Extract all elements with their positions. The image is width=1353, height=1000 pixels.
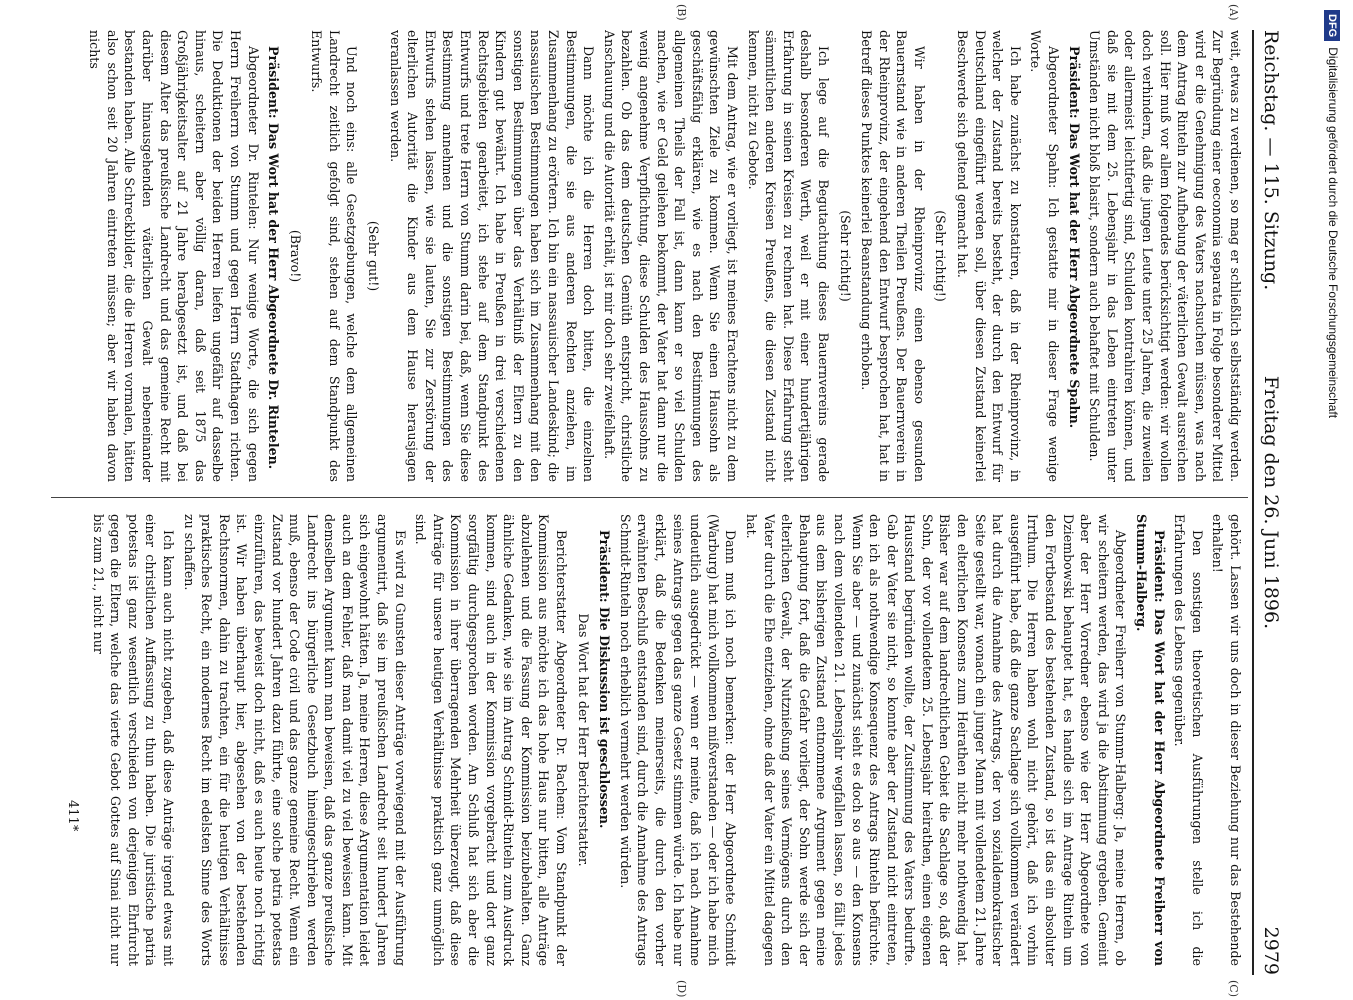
paragraph: Den sonstigen theoretischen Ausführungen stelle ich die Erfahrungen des Lebens gegenüber. [1172,514,1205,966]
paragraph: Abgeordneter Freiherr von Stumm-Halberg: Ja, meine Herren, ob wir scheitern werden, das wird ja die Abstimmung ergeben. Gemeint aber der Herr Vorredner ebenso wie der Herr Abgeordnete von Dziembowski behauptet hat, es handle sich im Antrage Rinteln um den Fortbestand des bestehenden Zustand, so ist das ein absoluter Irrthum. Die Herren haben wohl nicht gehört, daß ich vorhin ausgeführt habe, daß die ganze Sachlage sich vollkommen verändert hat durch die Annahme des Antrags, der von sozialdemokratischer Seite gestellt war, wonach ein junger Mann mit vollendetem 21. Jahre den elterlichen Konsens zum Heirathen nicht mehr nothwendig hat. Bisher war auf dem landrechtlichen Gebiet die Sachlage so, daß der Sohn, der vor vollendetem 25. Lebensjahr heirathen, einen eigenen Hausstand begründen wollte, der Zustimmung des Vaters bedurfte. Gab der Vater sie nicht, so konnte aber der Zustand nicht eintreten, den ich als nothwendige Konsequenz des Antrags Rinteln befürchte. Wenn Sie aber — und zunächst sieht es doch so aus — den Konsens nach dem vollendeten 21. Lebensjahr wegfallen lassen, so fällt jedes aus dem bisherigen Zustand entnommene Argument gegen meine Behauptung fort, daß die Gefahr vorliegt, der Sohn werde sich der elterlichen Gewalt, der Nutznießung seines Vermögens durch den Vater durch die Ehe entziehen, ohne daß der Vater ein Mittel dagegen hat. [743,514,1129,966]
interjection: (Sehr gut!) [366,220,382,292]
paragraph: Ich habe zunächst zu konstatiren, daß in der Rheinprovinz, in welcher der Zustand bereits besteht, der durch den Entwurf für Deutschland eingeführt werden soll, über diesen Zustand keinerlei Beschwerde sich geltend gemacht hat. [955,30,1023,482]
sheet-signature: 411* [65,800,80,832]
paragraph: Ich lege auf die Begutachtung dieses Bauernvereins gerade deshalb besonderen Werth, weil er mit einer hundertjährigen Erfahrung in seinen Kreisen zu rechnen hat. Diese Erfahrung steht sämmtlichen anderen Kreisen Preußens, die diesen Zustand nicht kennen, nicht zu Gebote. [745,30,831,482]
digitization-credit-text [1322,10,1344,990]
newspaper-page [43,4,1288,998]
header-session: Reichstag. — 115. Sitzung. [1260,30,1282,291]
dfg-logo-icon: DFG [1324,10,1340,41]
page-header [1254,30,1288,975]
paragraph: Präsident: Das Wort hat der Herr Abgeordnete Spahn. [1066,46,1082,429]
margin-marker-a: (A) [1227,4,1240,21]
paragraph: weit, etwas zu verdienen, so mag er schließlich selbstständig werden. Zur Begründung einer oeconomia separata in Folge besonderer Mittel wird er die Genehmigung des Vaters nachsuchen müssen, was nach dem Antrag Rinteln zur Aufhebung der väterlichen Gewalt ausreichen soll. Hier muß vor allem folgendes berücksichtigt werden: wir wollen doch verhindern, daß die jungen Leute unter 25 Jahren, die zuweilen oder allermeist leichtfertig sind, Schulden kontrahiren können, und daß sie mit dem 25. Lebensjahr in das Leben eintreten unter Umständen nicht bloß blasirt, sondern auch behaftet mit Schulden. [1087,30,1243,482]
paragraph: Abgeordneter Dr. Rintelen: Nur wenige Worte, die sich gegen Herrn Freiherrn von Stumm und gegen Herrn Stadthagen richten. Die Deduktionen der beiden Herren liefen ungefähr auf dasselbe hinaus, scheitern aber völlig daran, daß seit 1875 das Großjährigkeitsalter auf 21 Jahre herabgesetzt ist, und daß bei diesem Alter das preußische Landrecht und das gemeine Recht mit darüber hinausgehenden väterlichen Gewalt nebeneinander bestanden haben. Alle Schreckbilder, die die Herren vormalen, hätten also schon seit 20 Jahren eintreten müssen; aber wir haben davon nichts [87,30,261,482]
right-column [51,514,1244,966]
margin-marker-c: (C) [1227,980,1240,997]
digitization-credit [1322,10,1346,990]
paragraph: Ich kann auch nicht zugeben, daß diese Anträge irgend etwas mit einer christlichen Auffassung zu thun haben. Die juristische patria potestas ist ganz wesentlich verschieden von derjenigen Ehrfurcht gegen die Eltern, welche das vierte Gebot Gottes auf Sinai nicht nur bis zum 21., nicht nur [90,514,176,966]
paragraph: gehört. Lassen wir uns doch in dieser Beziehung nur das Bestehende erhalten! [1210,514,1243,966]
paragraph: Dann muß ich noch bemerken: der Herr Abgeordnete Schmidt (Warburg) hat mich vollkommen mißverstanden — oder ich habe mich undeutlich ausgedrückt — wenn er meinte, daß ich nach Annahme seines Antrags gegen das ganze Gesetz stimmen würde. Ich habe nur erklärt, daß die Bedenken meinerseits, die durch den vorher erwähnten Beschluß entstanden sind, durch die Annahme des Antrags Schmidt-Rinteln noch erheblich vermehrt werden würden. [617,514,739,966]
left-column [51,30,1244,482]
paragraph: Präsident: Das Wort hat der Herr Abgeordnete Freiherr von Stumm-Halberg. [1134,514,1167,966]
header-page-number: 2979 [1260,926,1282,975]
paragraph: Präsident: Das Wort hat der Herr Abgeordnete Dr. Rintelen. [266,46,282,470]
column-divider [51,497,1248,498]
header-rule [1252,30,1254,975]
paragraph: Berichterstatter Abgeordneter Dr. Bachem: Vom Standpunkt der Kommission aus möchte ich das hohe Haus nur bitten, alle Anträge abzulehnen und die Fassung der Kommission beizubehalten. Ganz ähnliche Gedanken, wie sie im Antrag Schmidt-Rinteln zum Ausdruck kommen, sind auch in der Kommission vorgebracht und dort ganz sorgfältig durchgesprochen worden. Am Schluß hat sich aber die Kommission in ihrer überragenden Mehrheit überzeugt, daß diese Anträge für unsere heutigen Verhältnisse praktisch ganz unmöglich sind. [413,514,570,966]
paragraph: Wir haben in der Rheinprovinz einen ebenso gesunden Bauernstand wie in anderen Theilen Preußens. Der Bauernverein in der Rheinprovinz, der eingehend den Entwurf besprochen hat, hat in Betreff dieses Punktes keinerlei Beanstandung erhoben. [859,30,927,482]
paragraph: Das Wort hat der Herr Berichterstatter. [575,613,591,867]
paragraph: Mit dem Antrag, wie er vorliegt, ist meines Erachtens nicht zu dem gewünschten Ziele zu kommen. Wenn Sie einen Haussohn als geschäftsfähig erklären, wie es nach den Bestimmungen des allgemeinen Theils der Fall ist, dann kann er so viel Schulden machen, wie er Geld geliehen bekommt, der Vater hat dann nur die wenig angenehme Verpflichtung, diese Schulden des Haussohns zu bezahlen. Ob das dem deutschen Gemüth entspricht, christliche Anschauung und die Autorität erhält, ist mir doch sehr zweifelhaft. [601,30,740,482]
paragraph: Präsident: Die Diskussion ist geschlossen. [597,530,613,829]
paragraph: Abgeordneter Spahn: Ich gestatte mir in dieser Frage wenige Worte. [1028,30,1062,482]
paragraph: Es wird zu Gunsten dieser Anträge vorwiegend mit der Ausführung argumentirt, daß sie im preußischen Landrecht seit hundert Jahren sich eingewohnt hätten. Ja, meine Herren, diese Argumentation leidet auch an dem Fehler, daß man damit viel zu viel beweisen kann. Mit demselben Argument kann man beweisen, daß das ganze preußische Landrecht ins bürgerliche Gesetzbuch hineingeschrieben werden muß, ebenso der Code civil und das ganze gemeine Recht. Wenn ein Zustand vor hundert Jahren dazu führte, eine solche patria potestas einzuführen, das beweist doch nicht, daß es auch heute noch richtig ist. Wir haben überhaupt hier, abgesehen von der bestehenden Rechtsnormen, dahin zu trachten, ein für die heutigen Verhältnisse praktisches Recht, ein modernes Recht im edelsten Sinne des Worts zu schaffen. [181,514,408,966]
interjection: (Sehr richtig!) [837,210,853,302]
margin-marker-d: (D) [675,980,688,998]
digitization-credit-label: Digitalisierung gefördert durch die Deutsche Forschungsgemeinschaft [1326,47,1340,419]
paragraph: Dann möchte ich die Herren doch bitten, die einzelnen Bestimmungen, die sie aus anderen Rechten anziehen, im Zusammenhang zu erörtern. Ich bin ein nassauischer Landeskind; die nassauischen Bestimmungen haben sich im Zusammenhang mit den sonstigen Bestimmungen über das Verhältniß der Eltern zu den Kindern gut bewährt. Ich habe in Preußen in drei verschiedenen Rechtsgebieten gearbeitet, ich stehe auf dem Standpunkt des Entwurfs und trete Herrn von Stumm darin bei, daß, wenn Sie diese Bestimmung annehmen und die sonstigen Bestimmungen des Entwurfs stehen lassen, wie sie lauten, Sie zur Zerstörung der elterlichen Autorität die Kinder aus dem Hause herausjagen veranlassen werden. [387,30,597,482]
interjection: (Sehr richtig!) [933,210,949,302]
margin-marker-b: (B) [675,4,688,21]
interjection: (Bravo!) [287,229,303,283]
header-date: Freitag den 26. Juni 1896. [1260,375,1282,630]
paragraph: Und noch eins: alle Gesetzgebungen, welche dem allgemeinen Landrecht zeitlich gefolgt sind, stehen auf dem Standpunkt des Entwurfs. [309,30,360,482]
